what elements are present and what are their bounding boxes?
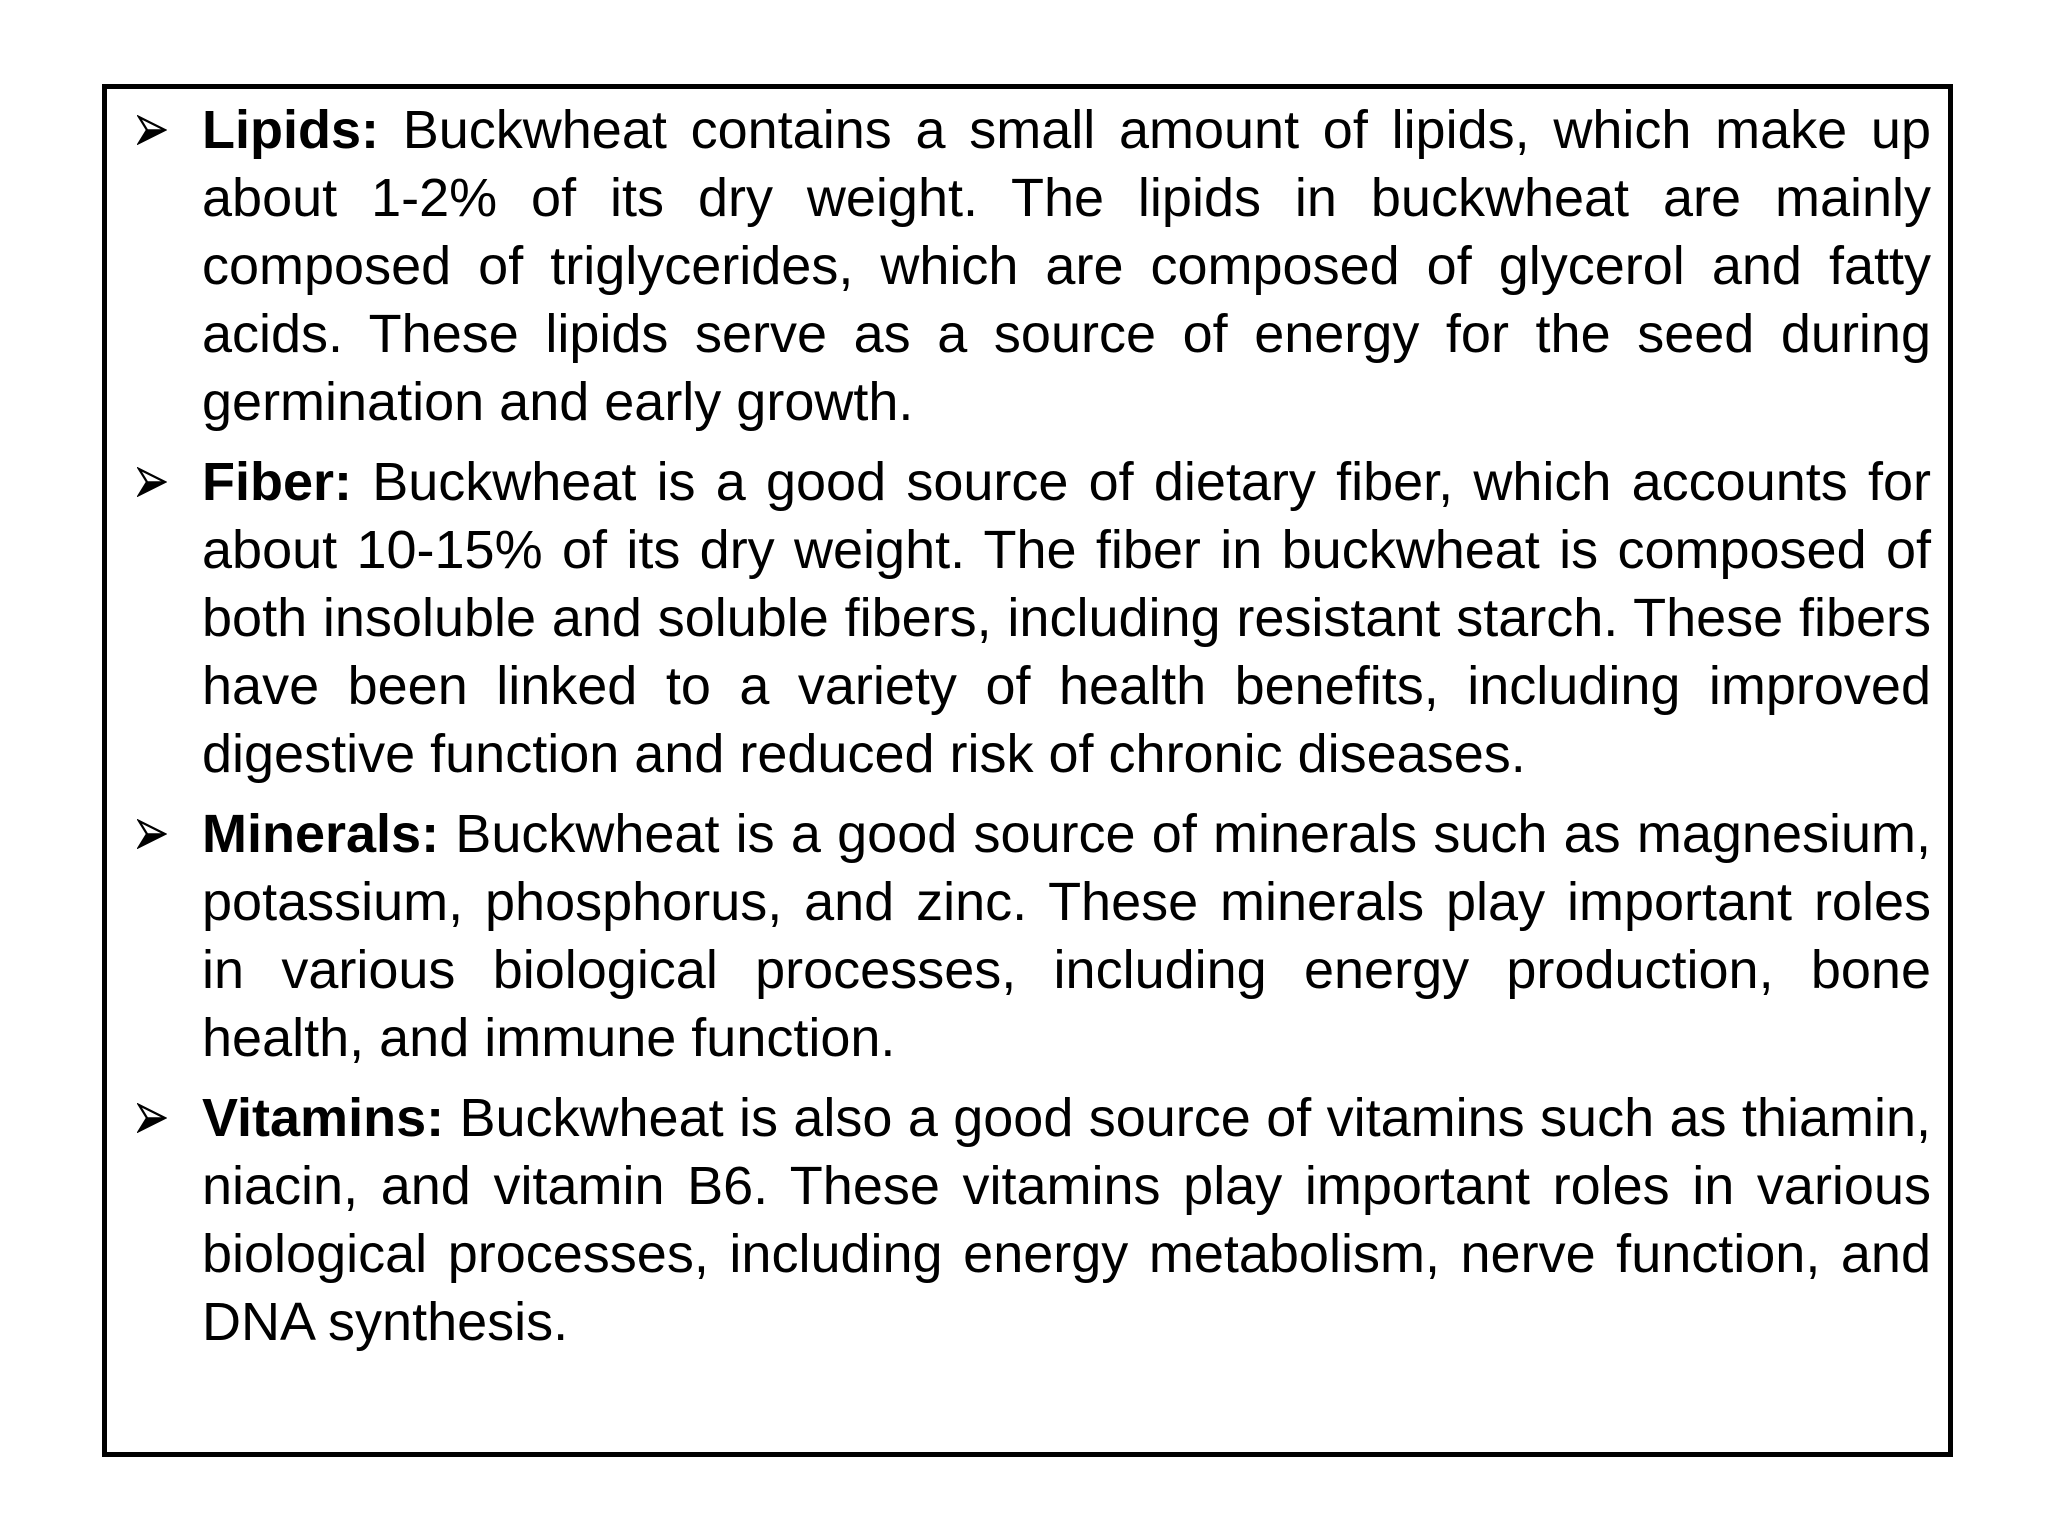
- item-description: Buckwheat contains a small amount of lipids, which make up about 1-2% of its dry weight. The lipids in buckwheat are mainly composed of triglycerides, which are composed of glycerol and fatty acids. These lipids serve as a source of energy for the seed during germination and early growth.: [202, 100, 1931, 432]
- list-item-text: [202, 96, 1931, 436]
- arrow-bullet-icon: [130, 800, 174, 868]
- arrow-bullet-icon: [130, 448, 174, 516]
- item-term: Minerals:: [202, 804, 440, 864]
- arrow-bullet-icon: [130, 96, 174, 164]
- item-description: Buckwheat is a good source of minerals such as magnesium, potassium, phosphorus, and zinc. These minerals play important roles in various biological processes, including energy production, bone health, and immune function.: [202, 804, 1931, 1068]
- list-item-text: [202, 1084, 1931, 1356]
- item-term: Fiber:: [202, 452, 353, 512]
- list-item-lipids: [123, 96, 1933, 436]
- list-item-text: [202, 800, 1931, 1072]
- item-term: Lipids:: [202, 100, 379, 160]
- item-description: Buckwheat is also a good source of vitamins such as thiamin, niacin, and vitamin B6. These vitamins play important roles in various biological processes, including energy metabolism, nerve function, and DNA synthesis.: [202, 1088, 1931, 1352]
- nutrient-list: [123, 96, 1933, 1356]
- list-item-fiber: [123, 448, 1933, 788]
- item-term: Vitamins:: [202, 1088, 445, 1148]
- list-item-minerals: [123, 800, 1933, 1072]
- arrow-bullet-icon: [130, 1084, 174, 1152]
- list-item-vitamins: [123, 1084, 1933, 1356]
- list-item-text: [202, 448, 1931, 788]
- item-description: Buckwheat is a good source of dietary fiber, which accounts for about 10-15% of its dry weight. The fiber in buckwheat is composed of both insoluble and soluble fibers, including resistant starch. These fibers have been linked to a variety of health benefits, including improved digestive function and reduced risk of chronic diseases.: [202, 452, 1931, 784]
